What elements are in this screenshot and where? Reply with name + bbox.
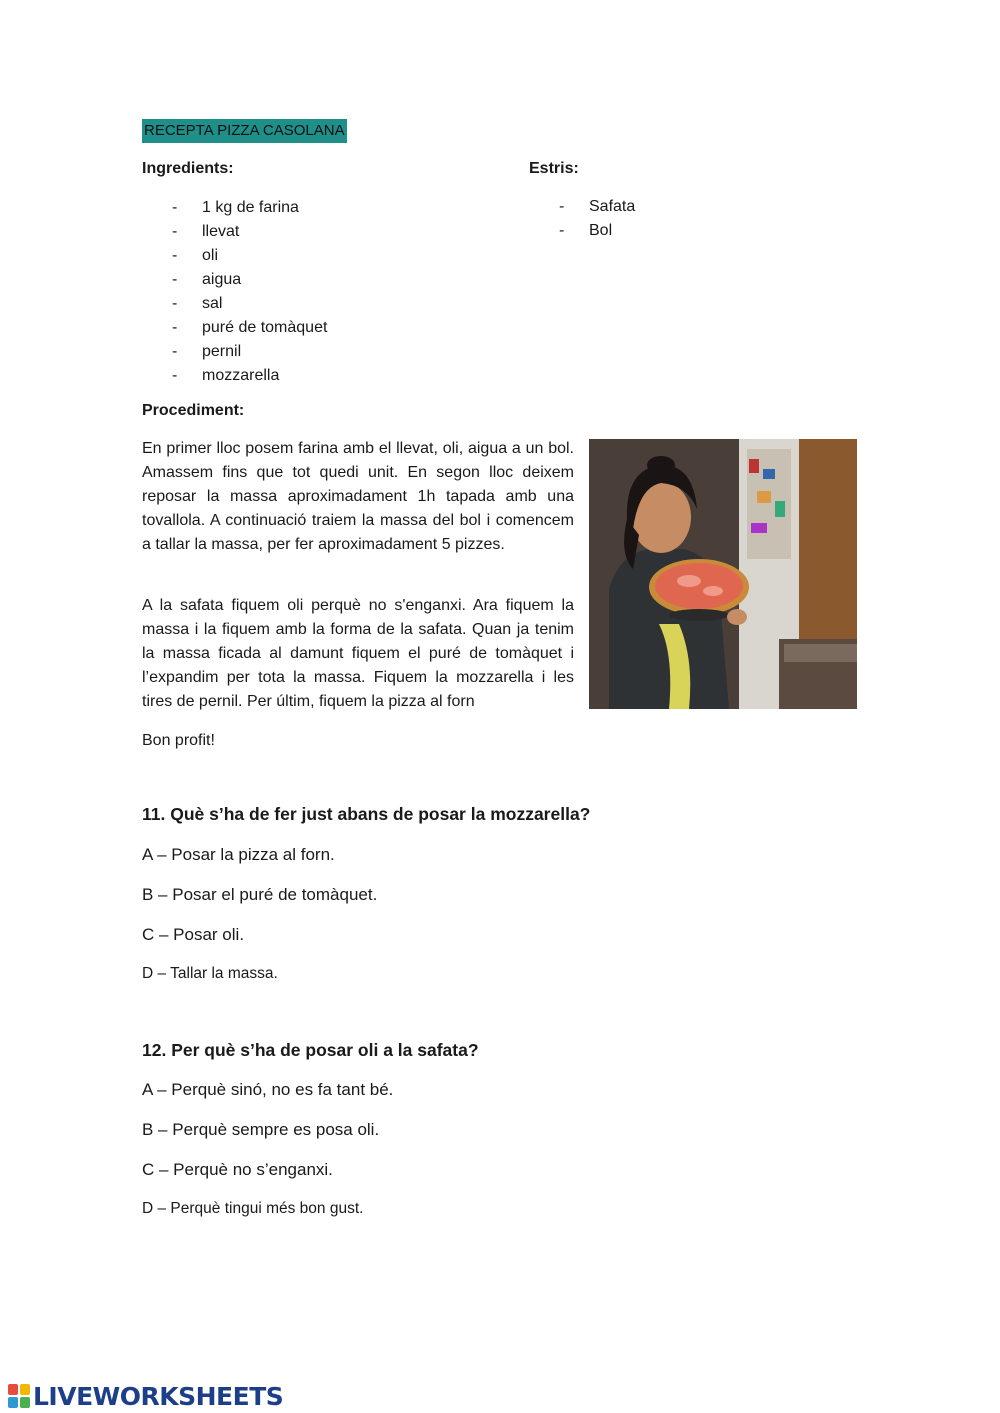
procedure-paragraph-1: En primer lloc posem farina amb el llevat, oli, aigua a un bol. Amassem fins que tot quedi unit. En segon lloc deixem reposar la massa aproximadament 1h tapada amb una tovallola. A continuació traiem la massa del bol i comencem a tallar la massa, per fer aproximadament 5 pizzes.	[142, 440, 574, 553]
list-item: - llevat	[172, 223, 240, 240]
liveworksheets-logo[interactable]	[8, 1382, 283, 1410]
procedure-paragraph-2: A la safata fiquem oli perquè no s'enganxi. Ara fiquem la massa i la fiquem amb la forma de la safata. Quan ja tenim la massa ficada al damunt fiquem el puré de tomàquet i l’expandim per tota la massa. Fiquem la mozzarella i les tires de pernil. Per últim, fiquem la pizza al forn	[142, 597, 574, 710]
ingredients-list	[172, 196, 472, 388]
question-12-option-a[interactable]: A – Perquè sinó, no es fa tant bé.	[142, 1080, 394, 1099]
question-11-option-b[interactable]: B – Posar el puré de tomàquet.	[142, 885, 378, 904]
procedure-heading: Procediment:	[142, 402, 245, 419]
recipe-photo	[589, 439, 857, 709]
ingredients-heading: Ingredients:	[142, 160, 234, 177]
question-11-option-a[interactable]: A – Posar la pizza al forn.	[142, 845, 335, 864]
logo-text: LIVEWORKSHEETS	[33, 1381, 284, 1411]
question-12-option-b[interactable]: B – Perquè sempre es posa oli.	[142, 1120, 380, 1139]
list-item: - aigua	[172, 271, 242, 288]
question-11-option-d[interactable]: D – Tallar la massa.	[142, 965, 278, 982]
question-12-option-d[interactable]: D – Perquè tingui més bon gust.	[142, 1200, 364, 1217]
list-item: - puré de tomàquet	[172, 319, 328, 336]
list-item: - sal	[172, 295, 223, 312]
list-item: - 1 kg de farina	[172, 199, 299, 216]
tools-heading: Estris:	[529, 160, 579, 177]
list-item: - Bol	[559, 222, 613, 239]
question-12-option-c[interactable]: C – Perquè no s’enganxi.	[142, 1160, 333, 1179]
logo-blocks-icon	[8, 1384, 30, 1408]
recipe-title: RECEPTA PIZZA CASOLANA	[142, 119, 347, 143]
list-item: - Safata	[559, 198, 636, 215]
question-11: 11. Què s’ha de fer just abans de posar la mozzarella?	[142, 804, 591, 824]
list-item: - mozzarella	[172, 367, 280, 384]
list-item: - oli	[172, 247, 219, 264]
question-11-option-c[interactable]: C – Posar oli.	[142, 925, 245, 944]
tools-list	[559, 195, 759, 243]
question-12: 12. Per què s’ha de posar oli a la safata?	[142, 1040, 479, 1060]
closing-text: Bon profit!	[142, 732, 215, 749]
list-item: - pernil	[172, 343, 242, 360]
